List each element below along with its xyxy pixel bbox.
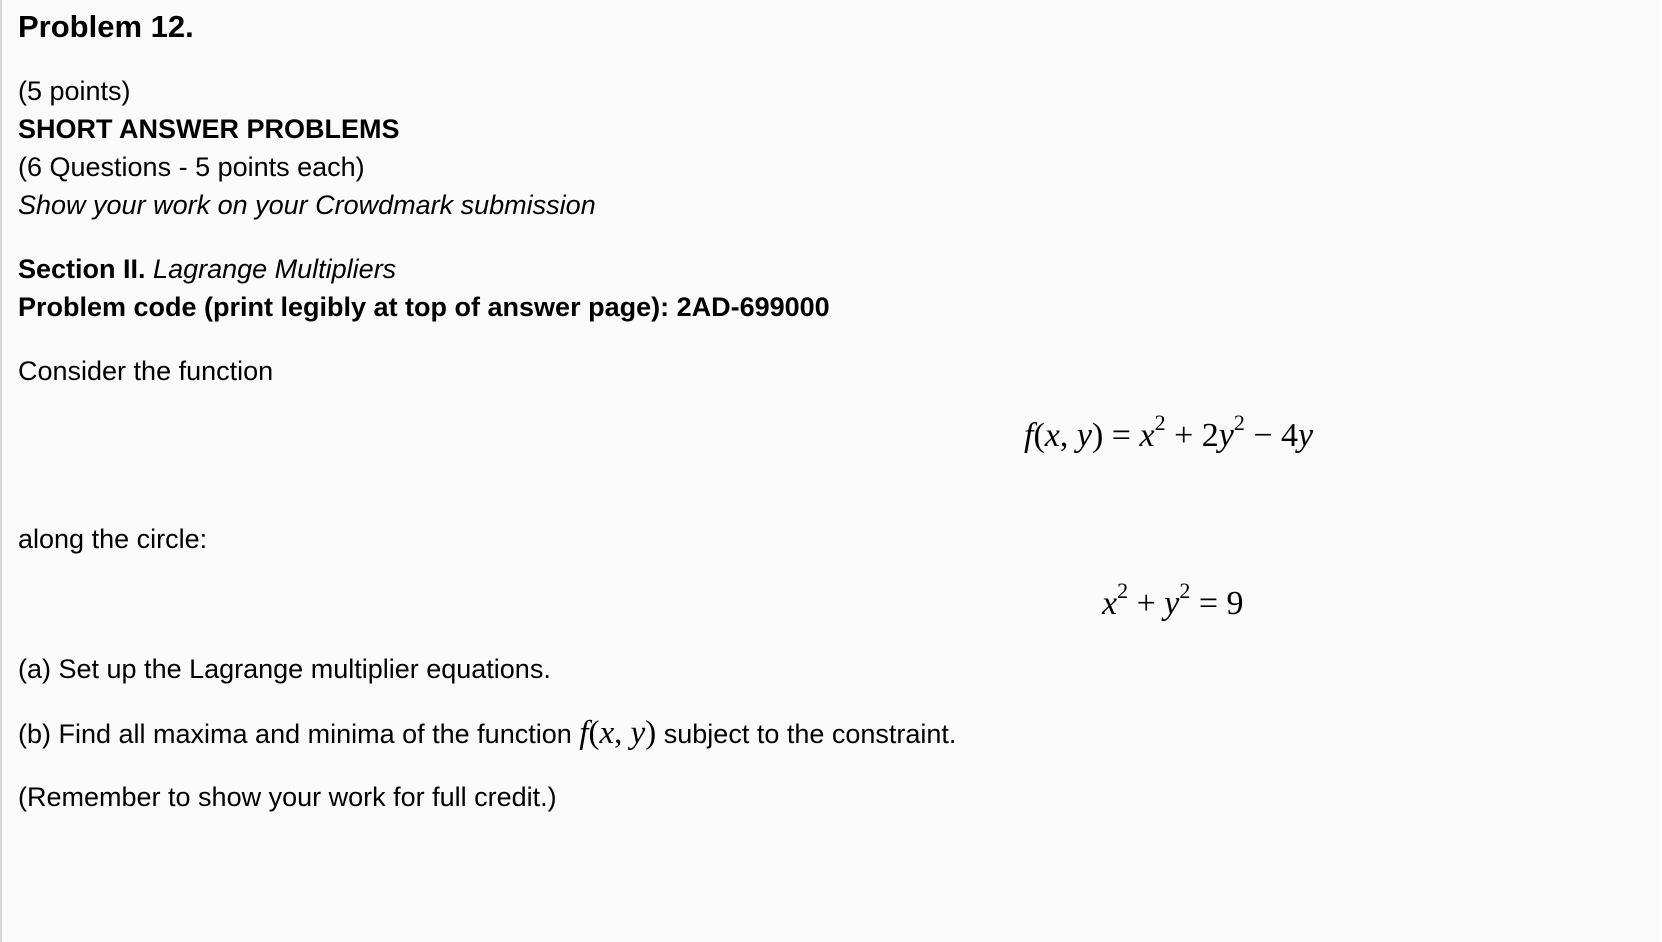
section-topic: Lagrange Multipliers bbox=[153, 254, 397, 284]
submission-instruction: Show your work on your Crowdmark submission bbox=[18, 190, 596, 220]
problem-points: (5 points) bbox=[18, 76, 131, 106]
reminder-text: (Remember to show your work for full credit.) bbox=[18, 782, 557, 812]
part-b-suffix: subject to the constraint. bbox=[663, 719, 957, 749]
problem-title: Problem 12. bbox=[18, 9, 194, 44]
function-equation: f(x, $y) = x^2 + 2y^2 - 4y$ bbox=[1024, 409, 1314, 454]
along-text: along the circle: bbox=[18, 524, 208, 554]
part-b bbox=[18, 716, 956, 751]
section-label: Section II. bbox=[18, 254, 146, 284]
part-a: (a) Set up the Lagrange multiplier equations. bbox=[18, 654, 551, 684]
problem-code: Problem code (print legibly at top of answer page): 2AD-699000 bbox=[18, 292, 830, 322]
questions-info: (6 Questions - 5 points each) bbox=[18, 152, 365, 182]
intro-text: Consider the function bbox=[18, 356, 274, 386]
part-b-function: f(x, y) bbox=[579, 715, 657, 751]
section-line bbox=[18, 252, 396, 286]
section-heading: SHORT ANSWER PROBLEMS bbox=[18, 114, 400, 144]
constraint-equation: $x^2 + y^2 = 9$ bbox=[1102, 577, 1244, 622]
part-b-prefix: (b) Find all maxima and minima of the function bbox=[18, 719, 572, 749]
